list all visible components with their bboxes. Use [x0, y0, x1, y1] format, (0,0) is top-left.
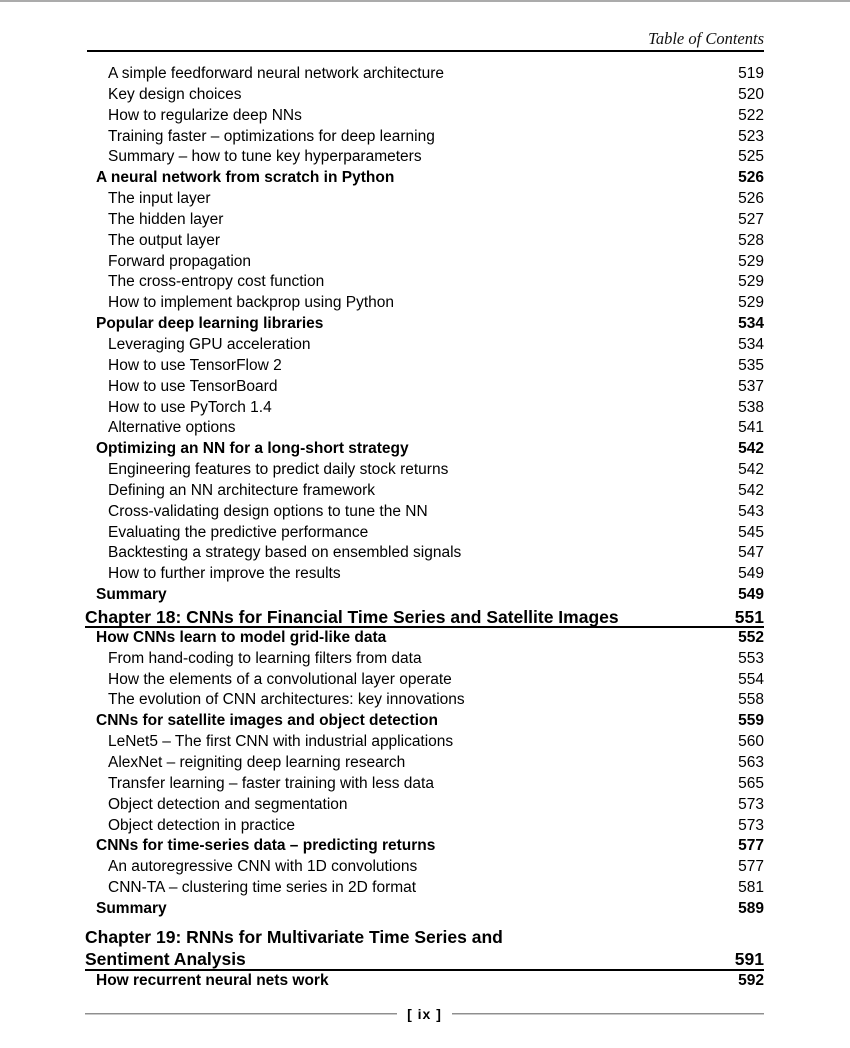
toc-subsection-entry[interactable]	[85, 481, 764, 502]
toc-entry-label: CNNs for time-series data – predicting returns	[96, 837, 436, 855]
toc-subsection-entry[interactable]	[85, 106, 764, 127]
header-rule	[87, 50, 764, 52]
toc-entry-label: Chapter 19: RNNs for Multivariate Time Series and	[85, 926, 503, 947]
toc-subsection-entry[interactable]	[85, 147, 764, 168]
toc-subsection-entry[interactable]	[85, 502, 764, 523]
toc-entry-page: 565	[738, 774, 764, 792]
toc-entry-label: Chapter 18: CNNs for Financial Time Series and Satellite Images	[85, 606, 619, 627]
toc-entry-page: 542	[738, 440, 764, 458]
page-top-edge	[0, 0, 850, 2]
toc-entry-label: An autoregressive CNN with 1D convolutions	[108, 858, 418, 876]
toc-subsection-entry[interactable]	[85, 649, 764, 670]
toc-entry-label: A neural network from scratch in Python	[96, 169, 395, 187]
toc-entry-page: 526	[738, 190, 764, 208]
toc-subsection-entry[interactable]	[85, 523, 764, 544]
toc-entry-page: 553	[738, 649, 764, 667]
toc-entry-label: Alternative options	[108, 419, 236, 437]
toc-entry-page: 552	[738, 628, 764, 646]
toc-entry-label: How to regularize deep NNs	[108, 106, 302, 124]
toc-entry-page: 591	[734, 949, 764, 970]
toc-entry-label: AlexNet – reigniting deep learning research	[108, 754, 406, 771]
footer-rule-right	[452, 1013, 764, 1015]
toc-subsection-entry[interactable]	[85, 816, 764, 837]
toc-subsection-entry[interactable]	[85, 857, 764, 878]
toc-entry-line	[85, 926, 764, 949]
toc-entry-page: 538	[738, 398, 764, 416]
toc-entry-label: From hand-coding to learning filters from data	[108, 649, 422, 667]
toc-entry-line	[85, 948, 764, 971]
toc-subsection-entry[interactable]	[85, 272, 764, 293]
toc-entry-label: How to use TensorBoard	[108, 377, 278, 395]
toc-entry-label: The input layer	[108, 190, 211, 208]
toc-section-entry[interactable]	[85, 439, 764, 460]
toc-entry-label: LeNet5 – The first CNN with industrial applications	[108, 733, 454, 751]
toc-subsection-entry[interactable]	[85, 460, 764, 481]
toc-entry-page: 519	[738, 65, 764, 82]
toc-entry-page: 523	[738, 127, 764, 145]
toc-entry-page: 534	[738, 335, 764, 353]
toc-entry-label: Summary – how to tune key hyperparameters	[108, 148, 422, 166]
toc-entry-page: 577	[738, 858, 764, 876]
toc-section-entry[interactable]	[85, 836, 764, 857]
toc-entry-page: 542	[738, 461, 764, 479]
toc-entry-page: 526	[738, 169, 764, 187]
toc-entry-label: The hidden layer	[108, 210, 224, 228]
toc-entry-page: 549	[738, 565, 764, 583]
toc-subsection-entry[interactable]	[85, 335, 764, 356]
toc-section-entry[interactable]	[85, 168, 764, 189]
toc-entry-page: 535	[738, 356, 764, 374]
running-header-title: Table of Contents	[648, 29, 764, 48]
toc-entry-label: Training faster – optimizations for deep learning	[108, 127, 435, 145]
toc-subsection-entry[interactable]	[85, 85, 764, 106]
toc-chapter-entry[interactable]	[85, 926, 764, 971]
toc-entry-label: Leveraging GPU acceleration	[108, 335, 311, 353]
toc-subsection-entry[interactable]	[85, 356, 764, 377]
toc-subsection-entry[interactable]	[85, 753, 764, 774]
toc-entry-label: Object detection in practice	[108, 816, 295, 834]
toc-entry-page: 577	[738, 837, 764, 855]
toc-subsection-entry[interactable]	[85, 690, 764, 711]
toc-entry-page: 573	[738, 816, 764, 834]
toc-entry-page: 545	[738, 523, 764, 541]
toc-entry-page: 522	[738, 106, 764, 124]
toc-subsection-entry[interactable]	[85, 377, 764, 398]
toc-entry-label: Optimizing an NN for a long-short strategy	[96, 440, 409, 458]
toc-entry-page: 551	[734, 606, 764, 627]
toc-section-entry[interactable]	[85, 585, 764, 606]
toc-subsection-entry[interactable]	[85, 398, 764, 419]
toc-entry-page: 589	[738, 899, 764, 917]
toc-entry-label: How CNNs learn to model grid-like data	[96, 628, 387, 646]
toc-entry-page: 560	[738, 733, 764, 751]
toc-entry-page: 573	[738, 795, 764, 813]
toc-entry-label: Forward propagation	[108, 252, 252, 270]
toc-entry-page: 537	[738, 377, 764, 395]
toc-subsection-entry[interactable]	[85, 231, 764, 252]
toc-entry-page: 542	[738, 481, 764, 499]
toc-subsection-entry[interactable]	[85, 564, 764, 585]
toc-entry-label: Summary	[96, 899, 167, 917]
footer-rule-left	[85, 1013, 397, 1015]
toc-entry-page: 534	[738, 315, 764, 333]
toc-entry-label: The output layer	[108, 231, 221, 249]
toc-section-entry[interactable]	[85, 314, 764, 335]
page-number-marker: [ ix ]	[407, 1005, 442, 1022]
toc-subsection-entry[interactable]	[85, 543, 764, 564]
toc-entry-page: 559	[738, 712, 764, 730]
toc-subsection-entry[interactable]	[85, 670, 764, 691]
toc-subsection-entry[interactable]	[85, 795, 764, 816]
toc-entry-label: The cross-entropy cost function	[108, 273, 325, 291]
toc-entry-page: 554	[738, 670, 764, 688]
toc-subsection-entry[interactable]	[85, 210, 764, 231]
toc-entry-label: How to use TensorFlow 2	[108, 356, 282, 374]
toc-entry-page: 527	[738, 210, 764, 228]
toc-entry-page: 528	[738, 231, 764, 249]
toc-entry-label: A simple feedforward neural network architecture	[108, 65, 444, 82]
toc-section-entry[interactable]	[85, 628, 764, 649]
toc-entry-page: 547	[738, 544, 764, 562]
toc-entry-label: How to use PyTorch 1.4	[108, 398, 272, 416]
toc-subsection-entry[interactable]	[85, 878, 764, 899]
toc-entry-page: 529	[738, 273, 764, 291]
toc-entry-label: The evolution of CNN architectures: key innovations	[108, 691, 465, 709]
toc-entry-label: Transfer learning – faster training with less data	[108, 774, 434, 792]
toc-entry-page: 581	[738, 879, 764, 897]
toc-entry-label: CNN-TA – clustering time series in 2D format	[108, 879, 417, 897]
toc-list	[85, 64, 764, 992]
toc-entry-label: Defining an NN architecture framework	[108, 481, 376, 499]
toc-subsection-entry[interactable]	[85, 774, 764, 795]
toc-entry-label: Popular deep learning libraries	[96, 315, 324, 333]
toc-entry-label: CNNs for satellite images and object detection	[96, 712, 438, 730]
toc-entry-page: 543	[738, 502, 764, 520]
toc-entry-label: How the elements of a convolutional layer operate	[108, 670, 452, 688]
toc-subsection-entry[interactable]	[85, 189, 764, 210]
toc-entry-label: How to implement backprop using Python	[108, 294, 395, 312]
toc-entry-page: 529	[738, 252, 764, 270]
toc-entry-page: 541	[738, 419, 764, 437]
toc-entry-label: Summary	[96, 586, 167, 604]
toc-subsection-entry[interactable]	[85, 64, 764, 85]
toc-entry-label: How recurrent neural nets work	[96, 971, 329, 989]
toc-subsection-entry[interactable]	[85, 127, 764, 148]
page-footer	[85, 1003, 764, 1024]
toc-subsection-entry[interactable]	[85, 293, 764, 314]
toc-entry-page: 520	[738, 85, 764, 103]
toc-subsection-entry[interactable]	[85, 252, 764, 273]
toc-entry-label: How to further improve the results	[108, 565, 341, 583]
toc-subsection-entry[interactable]	[85, 732, 764, 753]
toc-entry-page: 529	[738, 294, 764, 312]
toc-entry-label: Key design choices	[108, 85, 242, 103]
toc-entry-page: 558	[738, 691, 764, 709]
toc-entry-page: 592	[738, 971, 764, 989]
toc-entry-page: 563	[738, 754, 764, 771]
toc-entry-page: 525	[738, 148, 764, 166]
toc-entry-page: 549	[738, 586, 764, 604]
toc-entry-label: Cross-validating design options to tune the NN	[108, 502, 428, 520]
toc-section-entry[interactable]	[85, 899, 764, 920]
toc-entry-label: Object detection and segmentation	[108, 795, 348, 813]
toc-entry-label: Engineering features to predict daily stock returns	[108, 461, 449, 479]
toc-entry-label: Evaluating the predictive performance	[108, 523, 369, 541]
toc-entry-label: Backtesting a strategy based on ensembled signals	[108, 544, 462, 562]
toc-subsection-entry[interactable]	[85, 418, 764, 439]
toc-entry-label: Sentiment Analysis	[85, 949, 246, 970]
toc-chapter-entry[interactable]	[85, 606, 764, 628]
toc-section-entry[interactable]	[85, 711, 764, 732]
toc-section-entry[interactable]	[85, 971, 764, 992]
